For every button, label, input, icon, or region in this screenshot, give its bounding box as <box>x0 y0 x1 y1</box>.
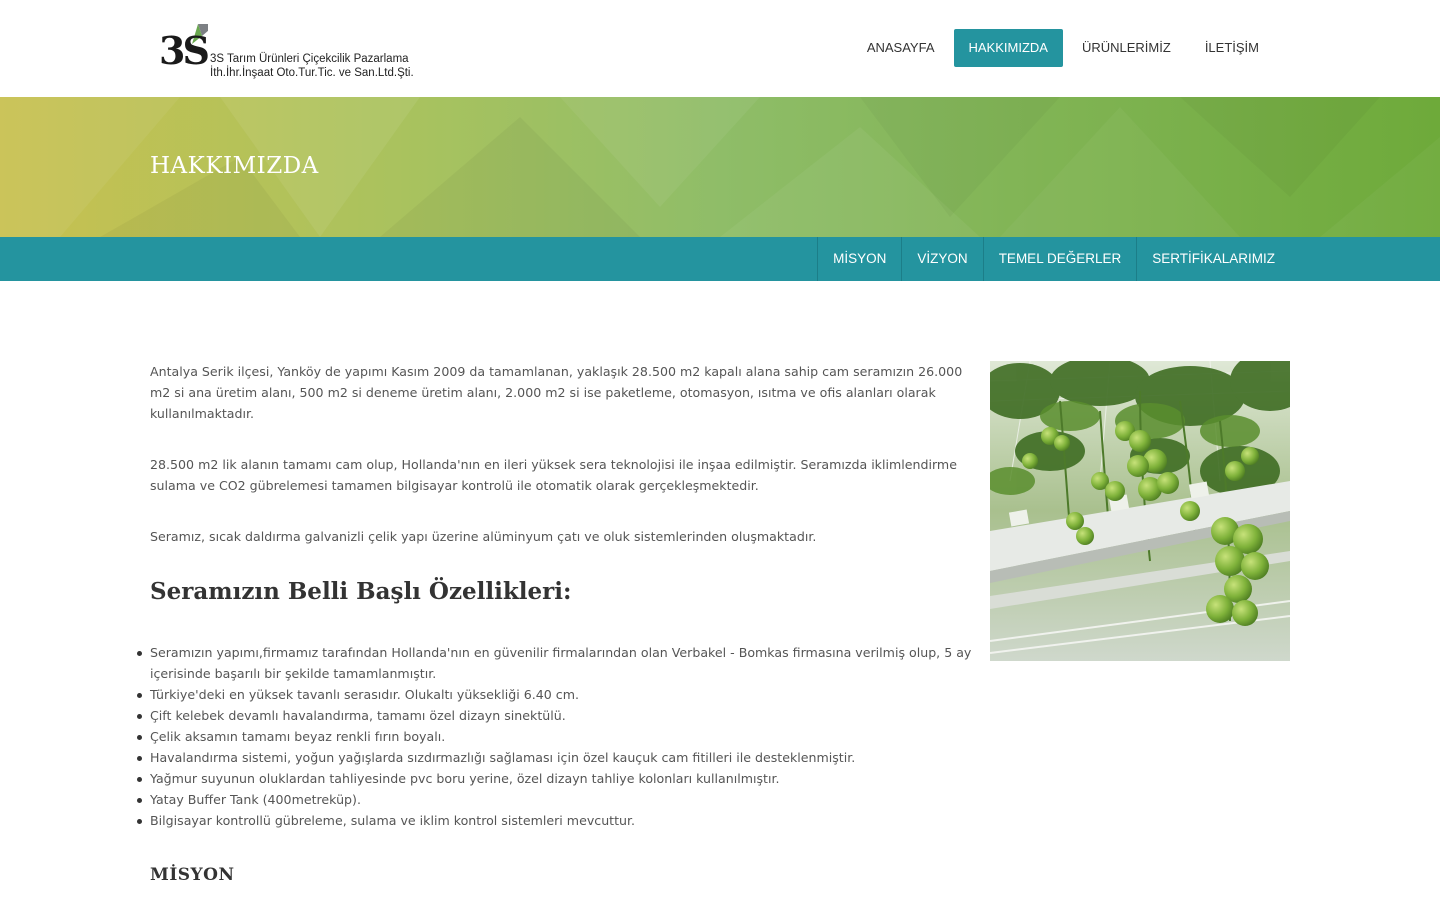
list-item: Havalandırma sistemi, yoğun yağışlarda sızdırmazlığı sağlaması için özel kauçuk cam fitilleri ile desteklenmiştir. <box>150 747 972 768</box>
features-heading: Seramızın Belli Başlı Özellikleri: <box>150 578 572 605</box>
subnav-core-values[interactable]: TEMEL DEĞERLER <box>983 237 1137 281</box>
logo-mark-text: 3S <box>159 28 207 73</box>
features-list <box>150 642 972 831</box>
logo-line-1: 3S Tarım Ürünleri Çiçekcilik Pazarlama <box>210 53 409 65</box>
main-nav <box>848 29 1274 67</box>
list-item: Yağmur suyunun oluklardan tahliyesinde pvc boru yerine, özel dizayn tahliye kolonları kullanılmıştır. <box>150 768 972 789</box>
site-logo[interactable] <box>158 18 428 84</box>
page-banner <box>0 97 1440 237</box>
list-item: Türkiye'deki en yüksek tavanlı serasıdır. Olukaltı yüksekliği 6.40 cm. <box>150 684 972 705</box>
list-item: Bilgisayar kontrollü gübreleme, sulama ve iklim kontrol sistemleri mevcuttur. <box>150 810 972 831</box>
list-item: Çift kelebek devamlı havalandırma, tamamı özel dizayn sinektülü. <box>150 705 972 726</box>
subnav-mission[interactable]: MİSYON <box>817 237 901 281</box>
page-title: HAKKIMIZDA <box>150 153 319 179</box>
mission-heading: MİSYON <box>150 865 235 885</box>
3s-logo-icon <box>158 24 208 82</box>
list-item: Yatay Buffer Tank (400metreküp). <box>150 789 972 810</box>
list-item: Seramızın yapımı,firmamız tarafından Hollanda'nın en güvenilir firmalarından olan Verbakel - Bomkas firmasına verilmiş olup, 5 ay içerisinde başarılı bir şekilde tamamlanmıştır. <box>150 642 972 684</box>
sub-nav <box>0 237 1440 281</box>
greenhouse-photo <box>990 361 1290 661</box>
sub-nav-items <box>817 237 1290 281</box>
subnav-vision[interactable]: VİZYON <box>901 237 982 281</box>
logo-text <box>210 52 414 80</box>
nav-products[interactable]: ÜRÜNLERİMİZ <box>1081 40 1171 55</box>
nav-contact[interactable]: İLETİŞİM <box>1204 40 1259 55</box>
nav-about[interactable]: HAKKIMIZDA <box>954 29 1063 67</box>
main-content <box>150 361 972 886</box>
site-header <box>0 0 1440 97</box>
nav-home[interactable]: ANASAYFA <box>866 40 935 55</box>
intro-paragraph-2: 28.500 m2 lik alanın tamamı cam olup, Hollanda'nın en ileri yüksek sera teknolojisi ile inşaa edilmiştir. Seramızda iklimlendirme sulama ve CO2 gübrelemesi tamamen bilgisayar kontrolü ile otomatik olarak gerçekleşmektedir. <box>150 457 957 493</box>
intro-paragraph-1: Antalya Serik ilçesi, Yanköy de yapımı Kasım 2009 da tamamlanan, yaklaşık 28.500 m2 kapalı alana sahip cam seramızın 26.000 m2 si ana üretim alanı, 500 m2 si deneme üretim alanı, 2.000 m2 si ise paketleme, otomasyon, ısıtma ve ofis alanları olarak kullanılmaktadır. <box>150 364 963 421</box>
intro-paragraph-3: Seramız, sıcak daldırma galvanizli çelik yapı üzerine alüminyum çatı ve oluk sistemlerinden oluşmaktadır. <box>150 529 817 544</box>
list-item: Çelik aksamın tamamı beyaz renkli fırın boyalı. <box>150 726 972 747</box>
subnav-certificates[interactable]: SERTİFİKALARIMIZ <box>1136 237 1290 281</box>
logo-line-2: İth.İhr.İnşaat Oto.Tur.Tic. ve San.Ltd.Şti. <box>210 67 414 79</box>
